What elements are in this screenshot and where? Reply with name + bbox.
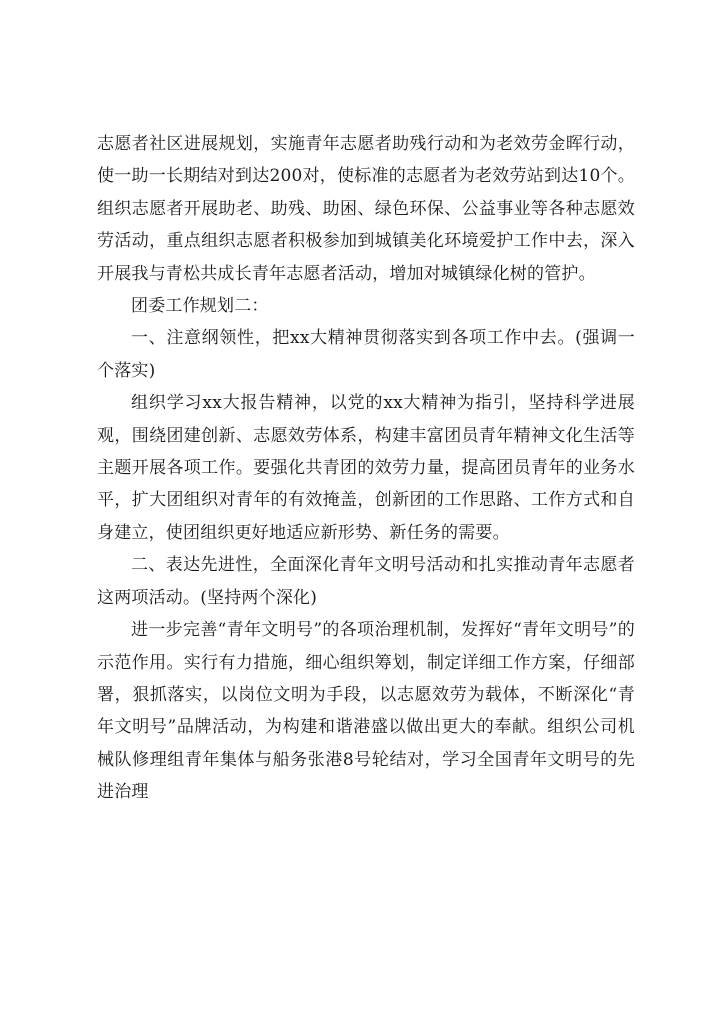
paragraph: 组织学习xx大报告精神，以党的xx大精神为指引，坚持科学进展观，围绕团建创新、志愿效劳体系，构建丰富团员青年精神文化生活等主题开展各项工作。要强化共青团的效劳力量，提高团员青年的业务水平，扩大团组织对青年的有效掩盖，创新团的工作思路、工作方式和自身建立，使团组织更好地适应新形势、新任务的需要。: [97, 393, 635, 543]
section-heading: 团委工作规划二：: [131, 296, 269, 317]
document-body: [97, 128, 635, 809]
paragraph: 志愿者社区进展规划，实施青年志愿者助残行动和为老效劳金晖行动，使一助一长期结对到达200对，使标准的志愿者为老效劳站到达10个。组织志愿者开展助老、助残、助困、绿色环保、公益事业等各种志愿效劳活动，重点组织志愿者积极参加到城镇美化环境爱护工作中去，深入开展我与青松共成长青年志愿者活动，增加对城镇绿化树的管护。: [97, 134, 635, 284]
paragraph: 二、表达先进性，全面深化青年文明号活动和扎实推动青年志愿者这两项活动。(坚持两个深化): [97, 555, 635, 608]
paragraph: 进一步完善“青年文明号”的各项治理机制，发挥好“青年文明号”的示范作用。实行有力措施，细心组织筹划，制定详细工作方案，仔细部署，狠抓落实，以岗位文明为手段，以志愿效劳为载体，不断深化“青年文明号”品牌活动，为构建和谐港盛以做出更大的奉献。组织公司机械队修理组青年集体与船务张港8号轮结对，学习全国青年文明号的先进治理: [97, 620, 635, 803]
paragraph: 一、注意纲领性，把xx大精神贯彻落实到各项工作中去。(强调一个落实): [97, 328, 635, 381]
